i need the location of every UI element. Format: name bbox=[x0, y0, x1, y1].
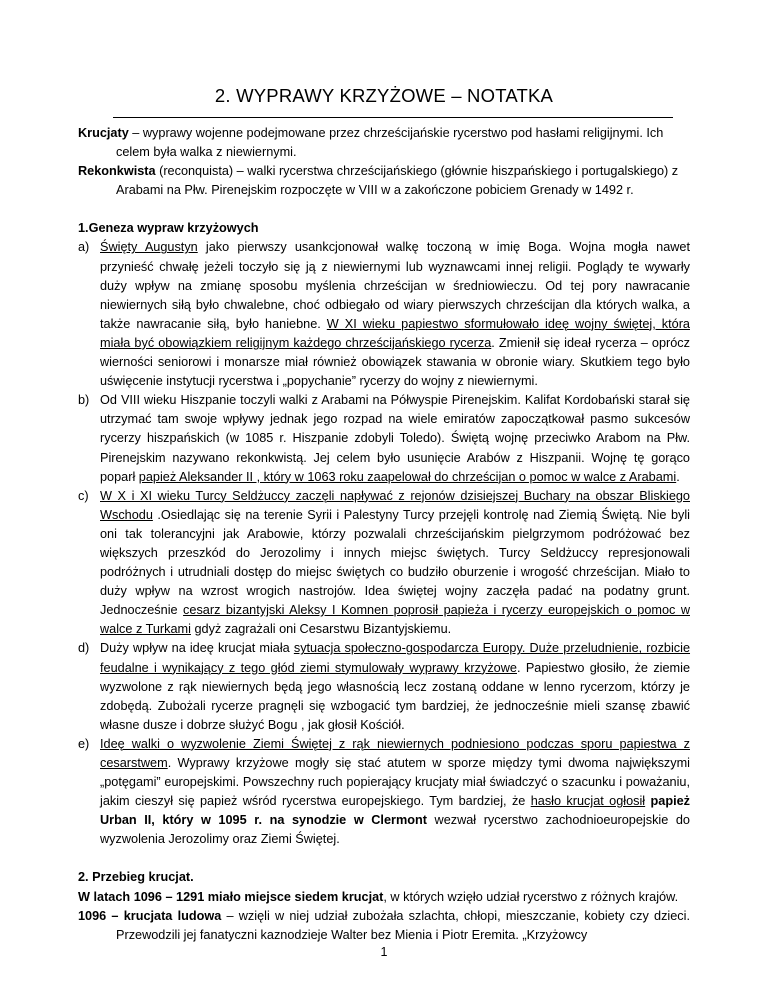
page-title: 2. WYPRAWY KRZYŻOWE – NOTATKA bbox=[214, 85, 554, 106]
list-item: a) Święty Augustyn jako pierwszy usankcjonował walkę toczoną w imię Boga. Wojna mogła nawet przynieść chwałę jeżeli toczyło się ją z niewiernymi lub wyznawcami innej religii. Poglądy te wywarły duży wpływ na zmianę sposobu myślenia chrześcijan w średniowieczu. Od tej pory nawracanie niewiernych siłą było chwalebne, choć odbiegało od wiary pierwszych chrześcijan dla których walka, a także nawracanie siłą, było haniebne. W XI wieku papiestwo sformułowało ideę wojny świętej, która miała być obowiązkiem religijnym każdego chrześcijańskiego rycerza. Zmienił się ideał rycerza – oprócz wierności seniorowi i monarsze miał również obowiązek stawania w obronie wiary. Skutkiem tego było uświęcenie instytucji rycerstwa i „popychanie” rycerzy do wojny z niewiernymi. bbox=[78, 240, 690, 389]
page-number: 1 bbox=[380, 945, 388, 959]
section-heading-przebieg: 2. Przebieg krucjat. bbox=[78, 870, 194, 885]
list-item: c) W X i XI wieku Turcy Seldżuccy zaczęli napływać z rejonów dzisiejszej Buchary na obszar Bliskiego Wschodu .Osiedlając się na terenie Syrii i Palestyny Turcy przejęli kontrolę nad Ziemią Świętą. Nie byli oni tak tolerancyjni jak Arabowie, którzy pozwalali chrześcijańskim pielgrzymom podróżować bez większych przeszkód do Jerozolimy i innych miejsc świętych. Turcy Seldżuccy represjonowali podróżnych i utrudniali dostęp do miejsc świętych co budziło oburzenie i wrogość chrześcijan. Miało to duży wpływ na wzrost wrogich nastrojów. Idea świętej wojny zaczęła padać na podatny grunt. Jednocześnie cesarz bizantyjski Aleksy I Komnen poprosił papieża i rycerzy europejskich o pomoc w walce z Turkami gdyż zagrażali oni Cesarstwu Bizantyjskiemu. bbox=[78, 488, 690, 637]
section-heading-geneza: 1.Geneza wypraw krzyżowych bbox=[78, 221, 259, 236]
list-item: e) Ideę walki o wyzwolenie Ziemi Świętej z rąk niewiernych podniesiono podczas sporu papiestwa z cesarstwem. Wyprawy krzyżowe mogły się stać atutem w sporze między tymi dwoma największymi „potęgami” europejskimi. Powszechny ruch popierający krucjaty miał świadczyć o szacunku i poważaniu, jakim cieszył się papież wśród rycerstwa europejskiego. Tym bardziej, że hasło krucjat ogłosił papież Urban II, który w 1095 r. na synodzie w Clermont wezwał rycerstwo zachodnioeuropejskie do wyzwolenia Jerozolimy oraz Ziemi Świętej. bbox=[78, 736, 690, 847]
section-intro: W latach 1096 – 1291 miało miejsce siedem krucjat, w których wzięło udział rycerstwo z różnych krajów. bbox=[78, 889, 679, 904]
crusade-entry: 1096 – krucjata ludowa – wzięli w niej udział zubożała szlachta, chłopi, mieszczanie, kobiety czy dzieci. Przewodzili jej fanatyczni kaznodzieje Walter bez Mienia i Piotr Eremita. „Krzyżowcy bbox=[78, 908, 690, 942]
definition-krucjaty: Krucjaty – wyprawy wojenne podejmowane przez chrześcijańskie rycerstwo pod hasłami religijnymi. Ich celem była walka z niewiernymi. bbox=[78, 126, 664, 160]
document-body bbox=[78, 124, 690, 945]
title-underline bbox=[113, 117, 673, 118]
list-item: d) Duży wpływ na ideę krucjat miała sytuacja społeczno-gospodarcza Europy. Duże przeludnienie, rozbicie feudalne i wynikający z tego głód ziemi stymulowały wyprawy krzyżowe. Papiestwo głosiło, że ziemie wyzwolone z rąk niewiernych będą jego własnością lecz zostaną oddane w lenno rycerzom, którzy je zdobędą. Zubożali rycerze pragnęli się wzbogacić tym bardziej, że jednocześnie mieli szansę zbawić własne dusze i dobrze służyć Bogu , jak głosił Kościół. bbox=[78, 641, 691, 732]
definition-rekonkwista: Rekonkwista (reconquista) – walki rycerstwa chrześcijańskiego (głównie hiszpańskiego i portugalskiego) z Arabami na Płw. Pirenejskim rozpoczęte w VIII w a zakończone pobiciem Grenady w 1492 r. bbox=[78, 164, 679, 198]
list-item: b) Od VIII wieku Hiszpanie toczyli walki z Arabami na Półwyspie Pirenejskim. Kalifat Kordobański starał się utrzymać tam swoje wpływy jednak jego rozpad na wiele emiratów zapoczątkował pasmo sukcesów rycerzy hiszpańskich (w 1085 r. Hiszpanie zdobyli Toledo). Świętą wojnę przeciwko Arabom na Płw. Pirenejskim nazywano rekonkwistą. Jej celem było usunięcie Arabów z Hiszpanii. Wojnę tę gorąco poparł papież Aleksander II , który w 1063 roku zaapelował do chrześcijan o pomoc w walce z Arabami. bbox=[78, 393, 690, 484]
